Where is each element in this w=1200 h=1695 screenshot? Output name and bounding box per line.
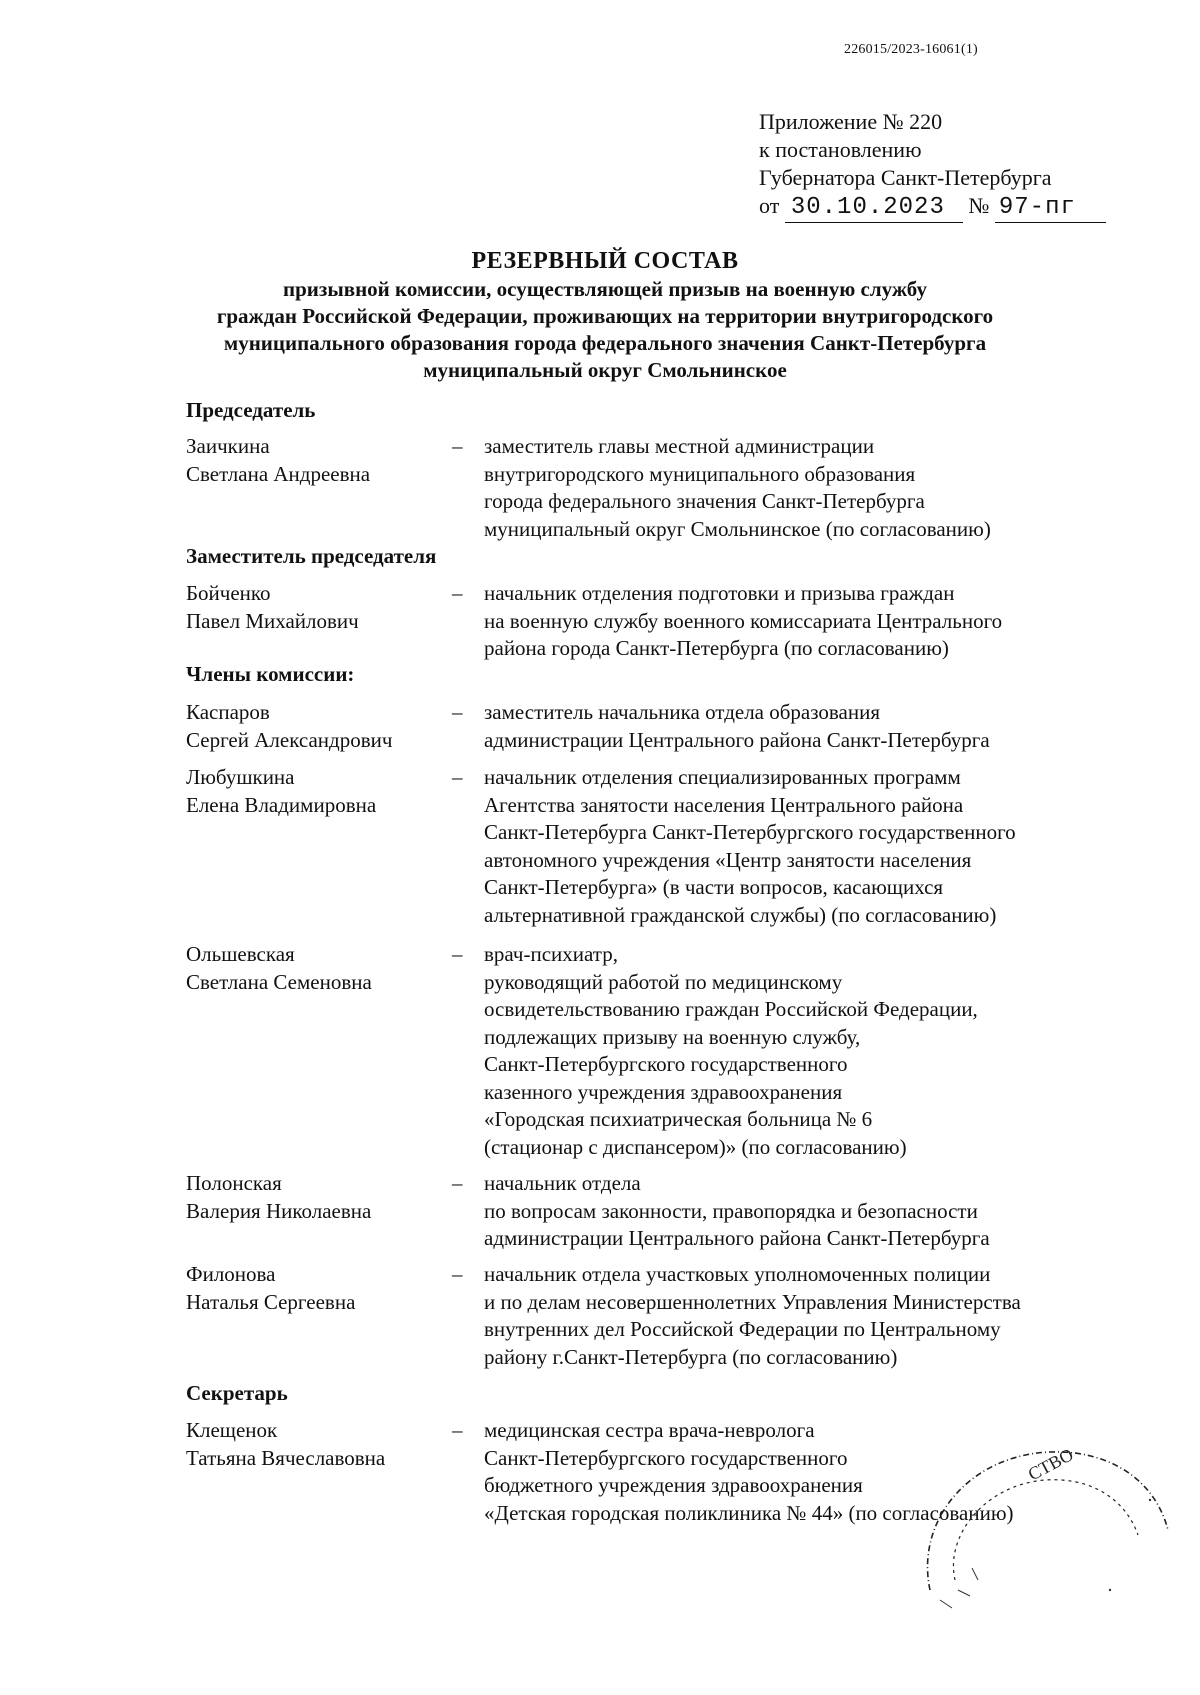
member-name: Бойченко Павел Михайлович: [186, 581, 359, 633]
attachment-block: [759, 108, 1106, 223]
separator-dash: –: [452, 765, 463, 789]
member-name: Филонова Наталья Сергеевна: [186, 1262, 356, 1314]
document-title: РЕЗЕРВНЫЙ СОСТАВ: [471, 248, 739, 274]
separator-dash: –: [452, 1171, 463, 1195]
section-heading-members: Члены комиссии:: [186, 662, 355, 686]
decree-date: 30.10.2023: [790, 194, 945, 221]
number-label: №: [968, 193, 990, 218]
member-name: Полонская Валерия Николаевна: [186, 1171, 372, 1223]
member-name: Клещенок Татьяна Вячеславовна: [186, 1418, 386, 1470]
member-position: начальник отдела участковых уполномоченных полиции и по делам несовершеннолетних Управления Министерства внутренних дел Российской Федерации по Центральному району г.Санкт-Петербурга (по согласованию): [484, 1262, 1021, 1369]
member-name: Любушкина Елена Владимировна: [186, 765, 377, 817]
section-heading-secretary: Секретарь: [186, 1381, 288, 1405]
subtitle-line: граждан Российской Федерации, проживающих на территории внутригородского: [216, 304, 994, 328]
member-position: врач-психиатр, руководящий работой по медицинскому освидетельствованию граждан Российской Федерации, подлежащих призыву на военную службу, Санкт-Петербургского государственного казенного учреждения здравоохранения «Городская психиатрическая больница № 6 (стационар с диспансером)» (по согласованию): [484, 942, 978, 1159]
separator-dash: –: [452, 581, 463, 605]
attachment-number: Приложение № 220: [759, 109, 943, 134]
subtitle-line: муниципального образования города федерального значения Санкт-Петербурга: [223, 331, 987, 355]
separator-dash: –: [452, 434, 463, 458]
subtitle-line: муниципальный округ Смольнинское: [423, 358, 787, 382]
subtitle-line: призывной комиссии, осуществляющей призыв на военную службу: [283, 277, 927, 301]
document-registration-number: 226015/2023-16061(1): [844, 42, 978, 57]
member-position: заместитель начальника отдела образования администрации Центрального района Санкт-Петербурга: [484, 700, 990, 752]
separator-dash: –: [452, 942, 463, 966]
separator-dash: –: [452, 1262, 463, 1286]
stamp-fragment: СТВО: [1024, 1444, 1077, 1485]
member-name: Заичкина Светлана Андреевна: [186, 434, 371, 486]
member-position: начальник отделения подготовки и призыва граждан на военную службу военного комиссариата Центрального района города Санкт-Петербурга (по согласованию): [484, 581, 1003, 660]
decree-number: 97-пг: [998, 194, 1076, 221]
section-heading-deputy: Заместитель председателя: [186, 544, 437, 568]
separator-dash: –: [452, 700, 463, 724]
separator-dash: –: [452, 1418, 463, 1442]
document-title-block: [140, 246, 1070, 384]
section-heading-chairman: Председатель: [186, 398, 316, 422]
attachment-reference: к постановлению: [759, 137, 922, 162]
document-subtitle: [140, 276, 1070, 384]
member-position: начальник отдела по вопросам законности, правопорядка и безопасности администрации Центрального района Санкт-Петербурга: [484, 1171, 990, 1250]
from-label: от: [759, 193, 780, 218]
attachment-issuer: Губернатора Санкт-Петербурга: [759, 165, 1052, 190]
member-position: медицинская сестра врача-невролога Санкт-Петербургского государственного бюджетного учреждения здравоохранения «Детская городская поликлиника № 44» (по согласованию): [484, 1418, 1014, 1525]
member-position: заместитель главы местной администрации внутригородского муниципального образования города федерального значения Санкт-Петербурга муниципальный округ Смольнинское (по согласованию): [484, 434, 991, 541]
official-stamp-icon: [910, 1440, 1180, 1610]
attachment-date-number-row: [759, 192, 1106, 223]
member-name: Ольшевская Светлана Семеновна: [186, 942, 372, 994]
member-name: Каспаров Сергей Александрович: [186, 700, 393, 752]
member-position: начальник отделения специализированных программ Агентства занятости населения Центрального района Санкт-Петербурга Санкт-Петербургского государственного автономного учреждения «Центр занятости населения Санкт-Петербурга» (в части вопросов, касающихся альтернативной гражданской службы) (по согласованию): [484, 765, 1016, 927]
